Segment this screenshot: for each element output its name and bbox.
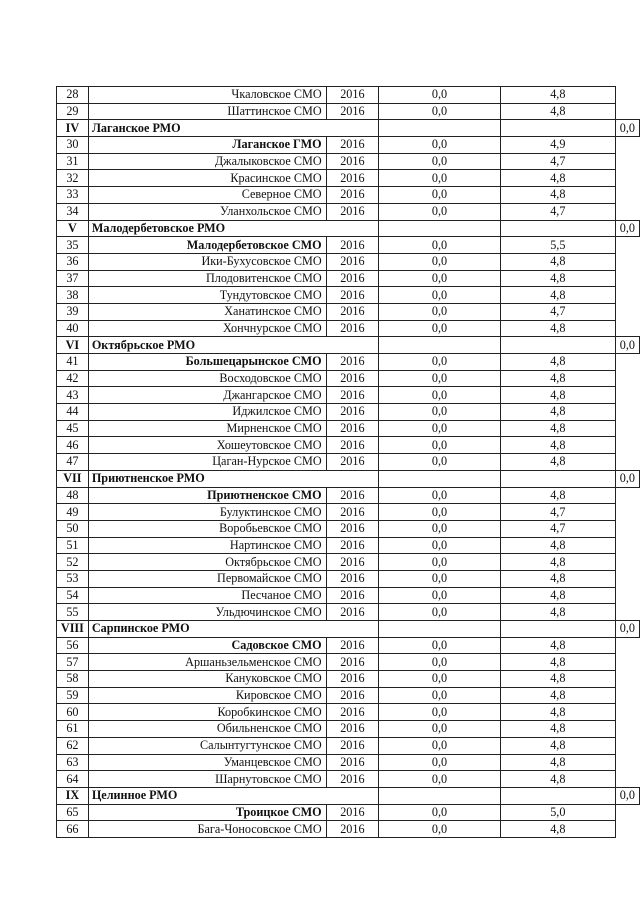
value1-cell: 0,0	[379, 737, 501, 754]
row-number: 62	[57, 737, 89, 754]
value1-cell: 0,0	[379, 237, 501, 254]
section-name: Приютненское РМО	[88, 470, 378, 487]
year-cell: 2016	[326, 754, 379, 771]
municipality-name: Иджилское СМО	[88, 404, 326, 421]
table-row	[57, 804, 640, 821]
year-cell: 2016	[326, 354, 379, 371]
table-row	[57, 537, 640, 554]
value2-cell: 4,8	[500, 537, 615, 554]
row-number: 48	[57, 487, 89, 504]
value2-cell: 0,0	[615, 621, 639, 638]
table-row	[57, 253, 640, 270]
year-cell: 2016	[326, 504, 379, 521]
section-number: V	[57, 220, 89, 237]
value1-cell: 0,0	[379, 821, 501, 838]
year-cell: 2016	[326, 737, 379, 754]
value2-cell: 4,8	[500, 420, 615, 437]
table-row	[57, 370, 640, 387]
value1-cell: 0,0	[379, 420, 501, 437]
municipality-name: Первомайское СМО	[88, 570, 326, 587]
row-number: 36	[57, 253, 89, 270]
table-row	[57, 604, 640, 621]
table-row	[57, 387, 640, 404]
row-number: 43	[57, 387, 89, 404]
table-row	[57, 487, 640, 504]
row-number: 28	[57, 87, 89, 104]
section-row	[57, 220, 640, 237]
municipality-name: Чкаловское СМО	[88, 87, 326, 104]
row-number: 57	[57, 654, 89, 671]
municipality-name: Ульдючинское СМО	[88, 604, 326, 621]
value1-cell: 0,0	[379, 187, 501, 204]
municipality-name: Бага-Чоносовское СМО	[88, 821, 326, 838]
row-number: 65	[57, 804, 89, 821]
table-row	[57, 671, 640, 688]
row-number: 47	[57, 454, 89, 471]
table-row	[57, 287, 640, 304]
municipality-name: Булуктинское СМО	[88, 504, 326, 521]
year-cell: 2016	[326, 704, 379, 721]
section-number: VI	[57, 337, 89, 354]
year-cell	[379, 787, 501, 804]
municipality-name: Аршаньзельменское СМО	[88, 654, 326, 671]
municipality-name: Троицкое СМО	[88, 804, 326, 821]
municipality-name: Воробьевское СМО	[88, 520, 326, 537]
row-number: 56	[57, 637, 89, 654]
value1-cell: 0,0	[379, 771, 501, 788]
value1-cell: 0,0	[379, 570, 501, 587]
value2-cell: 4,8	[500, 737, 615, 754]
year-cell: 2016	[326, 87, 379, 104]
municipality-name: Цаган-Нурское СМО	[88, 454, 326, 471]
value2-cell: 4,7	[500, 303, 615, 320]
municipality-name: Плодовитенское СМО	[88, 270, 326, 287]
value1-cell: 0,0	[379, 637, 501, 654]
value2-cell: 4,8	[500, 487, 615, 504]
value2-cell: 4,8	[500, 320, 615, 337]
value1-cell: 0,0	[379, 754, 501, 771]
section-name: Лаганское РМО	[88, 120, 378, 137]
value1-cell: 0,0	[379, 203, 501, 220]
value2-cell: 4,8	[500, 354, 615, 371]
value1-cell: 0,0	[379, 587, 501, 604]
year-cell: 2016	[326, 203, 379, 220]
value1-cell: 0,0	[379, 454, 501, 471]
year-cell: 2016	[326, 487, 379, 504]
year-cell: 2016	[326, 420, 379, 437]
value2-cell: 4,8	[500, 821, 615, 838]
municipality-name: Кануковское СМО	[88, 671, 326, 688]
municipality-name: Ики-Бухусовское СМО	[88, 253, 326, 270]
table-row	[57, 87, 640, 104]
value2-cell: 4,8	[500, 654, 615, 671]
value2-cell: 4,8	[500, 404, 615, 421]
municipality-name: Приютненское СМО	[88, 487, 326, 504]
value2-cell: 0,0	[615, 220, 639, 237]
value2-cell: 4,8	[500, 370, 615, 387]
year-cell: 2016	[326, 320, 379, 337]
row-number: 30	[57, 137, 89, 154]
value1-cell: 0,0	[379, 504, 501, 521]
table-row	[57, 203, 640, 220]
value2-cell: 4,8	[500, 187, 615, 204]
table-row	[57, 554, 640, 571]
table-row	[57, 454, 640, 471]
section-row	[57, 337, 640, 354]
table-row	[57, 687, 640, 704]
year-cell: 2016	[326, 721, 379, 738]
value2-cell: 4,8	[500, 287, 615, 304]
table-row	[57, 754, 640, 771]
municipality-name: Мирненское СМО	[88, 420, 326, 437]
year-cell: 2016	[326, 804, 379, 821]
value1-cell: 0,0	[379, 87, 501, 104]
value2-cell: 0,0	[615, 470, 639, 487]
value1-cell: 0,0	[379, 303, 501, 320]
table-row	[57, 237, 640, 254]
value1-cell: 0,0	[379, 721, 501, 738]
value1-cell: 0,0	[379, 354, 501, 371]
year-cell: 2016	[326, 821, 379, 838]
value1-cell: 0,0	[379, 487, 501, 504]
municipality-name: Ханатинское СМО	[88, 303, 326, 320]
year-cell: 2016	[326, 303, 379, 320]
value1-cell	[500, 470, 615, 487]
value1-cell: 0,0	[379, 687, 501, 704]
value2-cell: 0,0	[615, 120, 639, 137]
value1-cell: 0,0	[379, 604, 501, 621]
year-cell	[379, 470, 501, 487]
row-number: 58	[57, 671, 89, 688]
value2-cell: 4,8	[500, 671, 615, 688]
table-row	[57, 570, 640, 587]
table-row	[57, 170, 640, 187]
year-cell: 2016	[326, 587, 379, 604]
table-row	[57, 587, 640, 604]
year-cell: 2016	[326, 253, 379, 270]
year-cell: 2016	[326, 370, 379, 387]
value1-cell: 0,0	[379, 320, 501, 337]
value1-cell: 0,0	[379, 253, 501, 270]
row-number: 49	[57, 504, 89, 521]
row-number: 54	[57, 587, 89, 604]
row-number: 35	[57, 237, 89, 254]
table-row	[57, 103, 640, 120]
section-number: IX	[57, 787, 89, 804]
row-number: 39	[57, 303, 89, 320]
table-row	[57, 821, 640, 838]
municipality-name: Джалыковское СМО	[88, 153, 326, 170]
value1-cell: 0,0	[379, 153, 501, 170]
section-name: Сарпинское РМО	[88, 621, 378, 638]
value1-cell: 0,0	[379, 537, 501, 554]
year-cell: 2016	[326, 570, 379, 587]
value2-cell: 4,8	[500, 687, 615, 704]
value2-cell: 0,0	[615, 787, 639, 804]
municipality-name: Уланхольское СМО	[88, 203, 326, 220]
row-number: 34	[57, 203, 89, 220]
value1-cell: 0,0	[379, 520, 501, 537]
value2-cell: 4,8	[500, 437, 615, 454]
row-number: 44	[57, 404, 89, 421]
municipality-name: Хошеутовское СМО	[88, 437, 326, 454]
value1-cell	[500, 120, 615, 137]
row-number: 51	[57, 537, 89, 554]
year-cell: 2016	[326, 520, 379, 537]
row-number: 64	[57, 771, 89, 788]
value1-cell: 0,0	[379, 404, 501, 421]
row-number: 40	[57, 320, 89, 337]
table-row	[57, 137, 640, 154]
row-number: 55	[57, 604, 89, 621]
value2-cell: 5,5	[500, 237, 615, 254]
value2-cell: 4,8	[500, 570, 615, 587]
municipality-name: Большецарынское СМО	[88, 354, 326, 371]
value2-cell: 4,8	[500, 721, 615, 738]
value2-cell: 4,8	[500, 771, 615, 788]
table-row	[57, 153, 640, 170]
year-cell: 2016	[326, 103, 379, 120]
row-number: 29	[57, 103, 89, 120]
municipality-name: Шаттинское СМО	[88, 103, 326, 120]
row-number: 41	[57, 354, 89, 371]
section-row	[57, 120, 640, 137]
municipality-name: Кировское СМО	[88, 687, 326, 704]
row-number: 52	[57, 554, 89, 571]
value1-cell: 0,0	[379, 671, 501, 688]
row-number: 45	[57, 420, 89, 437]
value2-cell: 4,8	[500, 704, 615, 721]
value1-cell: 0,0	[379, 270, 501, 287]
municipality-name: Шарнутовское СМО	[88, 771, 326, 788]
year-cell: 2016	[326, 771, 379, 788]
value2-cell: 4,8	[500, 103, 615, 120]
table-row	[57, 420, 640, 437]
municipality-name: Восходовское СМО	[88, 370, 326, 387]
municipality-name: Малодербетовское СМО	[88, 237, 326, 254]
section-name: Октябрьское РМО	[88, 337, 378, 354]
section-number: IV	[57, 120, 89, 137]
value2-cell: 4,8	[500, 270, 615, 287]
municipality-name: Лаганское ГМО	[88, 137, 326, 154]
table-row	[57, 771, 640, 788]
value2-cell: 4,8	[500, 387, 615, 404]
municipality-name: Красинское СМО	[88, 170, 326, 187]
table-row	[57, 320, 640, 337]
value2-cell: 4,7	[500, 520, 615, 537]
value2-cell: 4,8	[500, 604, 615, 621]
year-cell	[379, 337, 501, 354]
table-row	[57, 437, 640, 454]
value2-cell: 4,8	[500, 253, 615, 270]
year-cell: 2016	[326, 237, 379, 254]
section-number: VIII	[57, 621, 89, 638]
section-row	[57, 470, 640, 487]
row-number: 33	[57, 187, 89, 204]
value1-cell: 0,0	[379, 387, 501, 404]
row-number: 37	[57, 270, 89, 287]
value2-cell: 4,8	[500, 454, 615, 471]
year-cell: 2016	[326, 387, 379, 404]
data-table	[56, 86, 640, 838]
table-row	[57, 654, 640, 671]
year-cell: 2016	[326, 654, 379, 671]
value2-cell: 4,7	[500, 203, 615, 220]
municipality-name: Хончнурское СМО	[88, 320, 326, 337]
municipality-name: Садовское СМО	[88, 637, 326, 654]
municipality-name: Песчаное СМО	[88, 587, 326, 604]
value1-cell	[500, 621, 615, 638]
table-row	[57, 187, 640, 204]
table-row	[57, 737, 640, 754]
value1-cell: 0,0	[379, 370, 501, 387]
municipality-name: Коробкинское СМО	[88, 704, 326, 721]
municipality-name: Северное СМО	[88, 187, 326, 204]
value2-cell: 4,8	[500, 87, 615, 104]
year-cell: 2016	[326, 170, 379, 187]
value2-cell: 0,0	[615, 337, 639, 354]
year-cell: 2016	[326, 454, 379, 471]
municipality-name: Джангарское СМО	[88, 387, 326, 404]
row-number: 63	[57, 754, 89, 771]
year-cell: 2016	[326, 604, 379, 621]
value2-cell: 4,7	[500, 153, 615, 170]
municipality-name: Уманцевское СМО	[88, 754, 326, 771]
row-number: 53	[57, 570, 89, 587]
value2-cell: 4,8	[500, 554, 615, 571]
year-cell: 2016	[326, 437, 379, 454]
municipality-name: Обильненское СМО	[88, 721, 326, 738]
row-number: 60	[57, 704, 89, 721]
value1-cell: 0,0	[379, 103, 501, 120]
table-row	[57, 404, 640, 421]
value2-cell: 4,9	[500, 137, 615, 154]
value1-cell: 0,0	[379, 704, 501, 721]
row-number: 38	[57, 287, 89, 304]
year-cell: 2016	[326, 287, 379, 304]
value1-cell: 0,0	[379, 437, 501, 454]
year-cell: 2016	[326, 404, 379, 421]
row-number: 59	[57, 687, 89, 704]
municipality-name: Салынтугтунское СМО	[88, 737, 326, 754]
value2-cell: 4,7	[500, 504, 615, 521]
year-cell: 2016	[326, 153, 379, 170]
value2-cell: 4,8	[500, 637, 615, 654]
value1-cell	[500, 787, 615, 804]
value2-cell: 4,8	[500, 170, 615, 187]
row-number: 46	[57, 437, 89, 454]
year-cell	[379, 621, 501, 638]
year-cell: 2016	[326, 687, 379, 704]
value1-cell: 0,0	[379, 287, 501, 304]
year-cell: 2016	[326, 270, 379, 287]
value1-cell	[500, 220, 615, 237]
row-number: 66	[57, 821, 89, 838]
table-row	[57, 520, 640, 537]
section-name: Малодербетовское РМО	[88, 220, 378, 237]
value2-cell: 4,8	[500, 754, 615, 771]
value1-cell: 0,0	[379, 170, 501, 187]
municipality-name: Нартинское СМО	[88, 537, 326, 554]
table-body	[57, 87, 640, 838]
document-page	[56, 86, 640, 838]
row-number: 61	[57, 721, 89, 738]
table-row	[57, 354, 640, 371]
table-row	[57, 637, 640, 654]
row-number: 50	[57, 520, 89, 537]
value2-cell: 4,8	[500, 587, 615, 604]
table-row	[57, 504, 640, 521]
value1-cell: 0,0	[379, 137, 501, 154]
year-cell: 2016	[326, 187, 379, 204]
row-number: 31	[57, 153, 89, 170]
year-cell: 2016	[326, 637, 379, 654]
table-row	[57, 721, 640, 738]
year-cell	[379, 220, 501, 237]
value1-cell	[500, 337, 615, 354]
year-cell: 2016	[326, 671, 379, 688]
year-cell: 2016	[326, 554, 379, 571]
table-row	[57, 704, 640, 721]
table-row	[57, 270, 640, 287]
year-cell	[379, 120, 501, 137]
row-number: 42	[57, 370, 89, 387]
year-cell: 2016	[326, 537, 379, 554]
value2-cell: 5,0	[500, 804, 615, 821]
section-number: VII	[57, 470, 89, 487]
section-name: Целинное РМО	[88, 787, 378, 804]
value1-cell: 0,0	[379, 554, 501, 571]
municipality-name: Тундутовское СМО	[88, 287, 326, 304]
municipality-name: Октябрьское СМО	[88, 554, 326, 571]
row-number: 32	[57, 170, 89, 187]
table-row	[57, 303, 640, 320]
section-row	[57, 787, 640, 804]
value1-cell: 0,0	[379, 804, 501, 821]
year-cell: 2016	[326, 137, 379, 154]
section-row	[57, 621, 640, 638]
value1-cell: 0,0	[379, 654, 501, 671]
